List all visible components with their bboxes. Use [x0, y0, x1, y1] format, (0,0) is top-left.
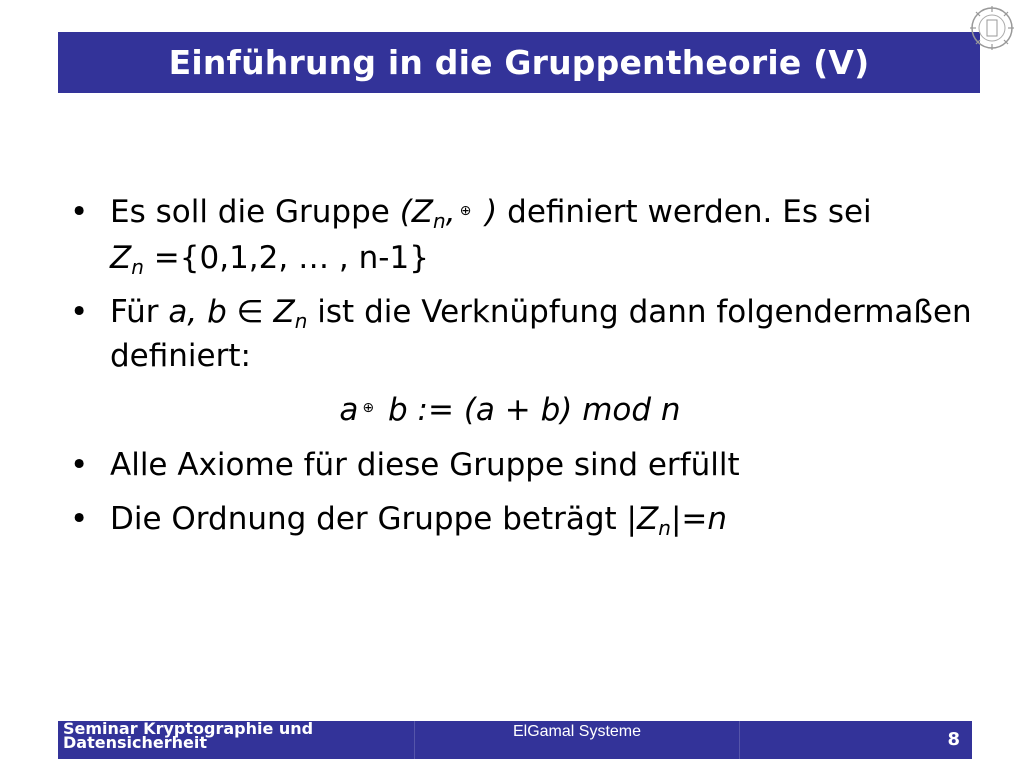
oplus-symbol: ⊕: [459, 202, 472, 219]
text: |=: [670, 501, 708, 537]
subscript: n: [294, 308, 308, 333]
formula: [70, 388, 990, 434]
text-italic: Z: [110, 239, 132, 276]
bullet-marker: •: [70, 194, 89, 230]
bullet-marker: •: [70, 501, 89, 537]
bullet-group-definition: [70, 190, 990, 280]
text: ={0,1,2, … , n-1}: [143, 239, 429, 276]
university-seal-icon: [968, 4, 1016, 52]
bullet-order: [70, 497, 990, 541]
bullet-operation: [70, 290, 990, 378]
formula-a: a: [339, 391, 359, 428]
footer-bar: [58, 721, 972, 759]
text-italic: ,: [445, 194, 456, 230]
text-italic: Z: [637, 501, 659, 537]
formula-rest: b := (a + b) mod n: [378, 391, 681, 428]
subscript: n: [131, 254, 144, 279]
element-of-symbol: ∈: [226, 293, 274, 330]
text-italic: ): [475, 194, 498, 230]
text: Für: [110, 293, 169, 330]
bullet-axioms: [70, 443, 990, 487]
footer-seminar-title: Seminar Kryptographie und Datensicherheit: [63, 719, 314, 752]
subscript: n: [658, 516, 671, 540]
page-number: 8: [947, 729, 960, 750]
text: Die Ordnung der Gruppe beträgt |: [110, 501, 637, 537]
footer-topic: ElGamal Systeme: [414, 721, 740, 759]
text-italic: Z: [273, 293, 295, 330]
slide-title: Einführung in die Gruppentheorie (V): [168, 43, 870, 82]
slide-content: [70, 190, 990, 551]
text-italic: (Z: [399, 194, 434, 230]
bullet-marker: •: [70, 293, 89, 330]
text-italic: a, b: [168, 293, 227, 330]
text: ist die Verknüpfung dann folgendermaßen definiert:: [110, 293, 972, 374]
text: Alle Axiome für diese Gruppe sind erfüllt: [110, 447, 740, 483]
text-italic: n: [707, 501, 728, 537]
oplus-symbol: ⊕: [362, 400, 375, 416]
title-bar: [58, 32, 980, 93]
bullet-marker: •: [70, 447, 89, 483]
text: Es soll die Gruppe: [110, 194, 400, 230]
text: definiert werden. Es sei: [497, 194, 872, 230]
subscript: n: [433, 209, 446, 233]
